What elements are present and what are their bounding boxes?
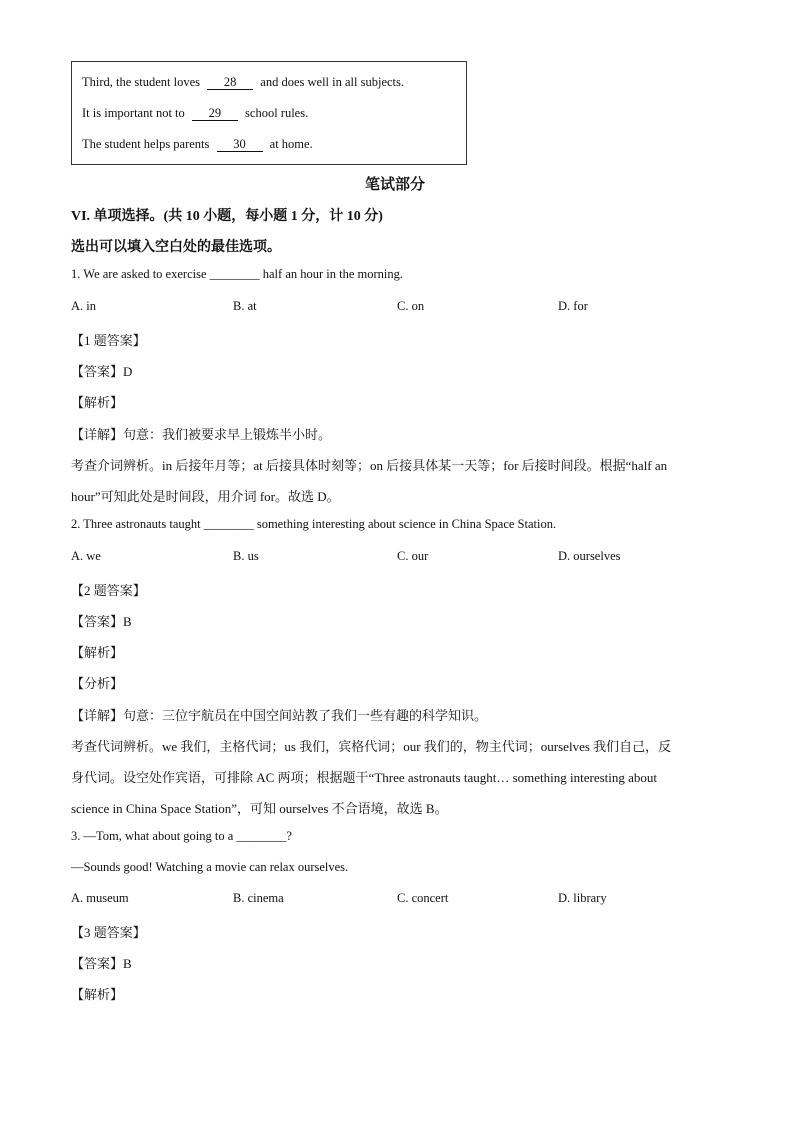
q1-answer-tag: 【1 题答案】 bbox=[71, 333, 146, 348]
box-line-28-after: and does well in all subjects. bbox=[260, 75, 405, 89]
q3-answer: 【答案】B bbox=[71, 956, 132, 971]
q1-option-d: D. for bbox=[558, 299, 588, 313]
q3-reply: —Sounds good! Watching a movie can relax ourselves. bbox=[71, 860, 349, 874]
q1-stem: 1. We are asked to exercise ________ half an hour in the morning. bbox=[71, 267, 404, 281]
section-instruction: 选出可以填入空白处的最佳选项。 bbox=[71, 240, 281, 255]
q3-analysis-label: 【解析】 bbox=[71, 987, 124, 1002]
answer-blank-30: 30 bbox=[217, 138, 263, 152]
answer-blank-28: 28 bbox=[207, 76, 253, 90]
q2-explain-line2: 身代词。设空处作宾语，可排除 AC 两项；根据题干“Three astronauts taught… something interesting about bbox=[71, 770, 658, 785]
q2-stem: 2. Three astronauts taught ________ something interesting about science in China Space Station. bbox=[71, 517, 557, 531]
box-line-30-before: The student helps parents bbox=[82, 137, 210, 151]
box-line-29-before: It is important not to bbox=[82, 106, 185, 120]
summary-box bbox=[71, 61, 467, 165]
q3-option-c: C. concert bbox=[397, 891, 449, 905]
q2-detail: 【详解】句意：三位宇航员在中国空间站教了我们一些有趣的科学知识。 bbox=[71, 708, 488, 723]
q3-option-b: B. cinema bbox=[233, 891, 284, 905]
q2-option-b: B. us bbox=[233, 549, 259, 563]
q3-option-d: D. library bbox=[558, 891, 607, 905]
box-line-30-after: at home. bbox=[269, 137, 313, 151]
q2-explain-line1: 考查代词辨析。we 我们，主格代词；us 我们，宾格代词；our 我们的，物主代词；ourselves 我们自己，反 bbox=[71, 739, 672, 754]
q2-explain-line3: science in China Space Station”，可知 ourselves 不合语境，故选 B。 bbox=[71, 801, 448, 816]
section-title: 笔试部分 bbox=[365, 177, 426, 193]
q3-answer-tag: 【3 题答案】 bbox=[71, 925, 146, 940]
q1-explain-line1: 考查介词辨析。in 后接年月等；at 后接具体时刻等；on 后接具体某一天等；for 后接时间段。根据“half an bbox=[71, 458, 668, 473]
answer-blank-29: 29 bbox=[192, 107, 238, 121]
q2-option-a: A. we bbox=[71, 549, 101, 563]
q2-analysis-label: 【解析】 bbox=[71, 645, 124, 660]
q2-answer-tag: 【2 题答案】 bbox=[71, 583, 146, 598]
section-heading: VI. 单项选择。(共 10 小题，每小题 1 分，计 10 分) bbox=[71, 209, 383, 224]
q1-option-c: C. on bbox=[397, 299, 425, 313]
box-line-28 bbox=[82, 75, 404, 90]
q1-answer: 【答案】D bbox=[71, 364, 133, 379]
q3-option-a: A. museum bbox=[71, 891, 129, 905]
box-line-29-after: school rules. bbox=[245, 106, 309, 120]
box-line-29 bbox=[82, 106, 308, 121]
box-line-28-before: Third, the student loves bbox=[82, 75, 201, 89]
q1-detail: 【详解】句意：我们被要求早上锻炼半小时。 bbox=[71, 427, 332, 442]
q2-fenxi-label: 【分析】 bbox=[71, 676, 124, 691]
q3-stem: 3. —Tom, what about going to a ________? bbox=[71, 829, 292, 843]
box-line-30 bbox=[82, 137, 313, 152]
q2-option-c: C. our bbox=[397, 549, 429, 563]
q1-option-b: B. at bbox=[233, 299, 257, 313]
q1-explain-line2: hour”可知此处是时间段，用介词 for。故选 D。 bbox=[71, 489, 340, 504]
q1-analysis-label: 【解析】 bbox=[71, 395, 124, 410]
q1-option-a: A. in bbox=[71, 299, 96, 313]
q2-answer: 【答案】B bbox=[71, 614, 132, 629]
q2-option-d: D. ourselves bbox=[558, 549, 621, 563]
